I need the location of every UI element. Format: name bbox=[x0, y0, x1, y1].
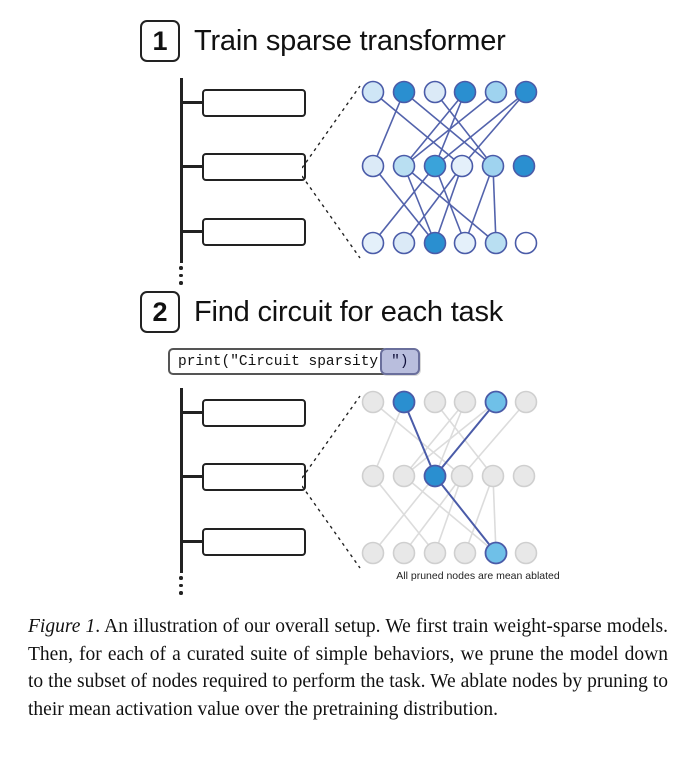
stack-continuation-dots bbox=[179, 576, 182, 599]
code-prompt-box bbox=[168, 348, 420, 375]
step-1-heading bbox=[140, 20, 506, 62]
step-2-heading bbox=[140, 291, 503, 333]
code-text: print("Circuit sparsity bbox=[168, 348, 388, 375]
stack-continuation-dots bbox=[179, 266, 182, 289]
transformer-block bbox=[202, 218, 306, 246]
transformer-stack-2 bbox=[180, 388, 320, 588]
transformer-block bbox=[202, 528, 306, 556]
transformer-stack-1 bbox=[180, 78, 320, 278]
predicted-token: ") bbox=[380, 348, 419, 375]
stack-spine bbox=[180, 388, 183, 573]
step-2-badge: 2 bbox=[140, 291, 180, 333]
stack-spine bbox=[180, 78, 183, 263]
figure-caption bbox=[28, 613, 668, 724]
stack-arm bbox=[180, 230, 204, 233]
step-1-badge: 1 bbox=[140, 20, 180, 62]
transformer-block bbox=[202, 153, 306, 181]
step-2-title: Find circuit for each task bbox=[194, 295, 504, 328]
sparse-transformer-network bbox=[357, 78, 542, 268]
stack-arm bbox=[180, 411, 204, 414]
stack-arm bbox=[180, 475, 204, 478]
stack-arm bbox=[180, 165, 204, 168]
stack-arm bbox=[180, 101, 204, 104]
transformer-block bbox=[202, 463, 306, 491]
step-1-title: Train sparse transformer bbox=[194, 24, 506, 57]
figure-caption-text: . An illustration of our overall setup. We first train weight-sparse models. Then, for each of a curated suite of simple behaviors, we prune the model down to the subset of nodes required to perform the task. We ablate nodes by pruning to their mean activation value over the pretraining distribution. bbox=[28, 616, 668, 721]
transformer-block bbox=[202, 89, 306, 117]
stack-arm bbox=[180, 540, 204, 543]
network-note: All pruned nodes are mean ablated bbox=[396, 570, 560, 582]
transformer-block bbox=[202, 399, 306, 427]
figure-label: Figure 1 bbox=[28, 616, 96, 637]
circuit-network bbox=[357, 388, 542, 578]
